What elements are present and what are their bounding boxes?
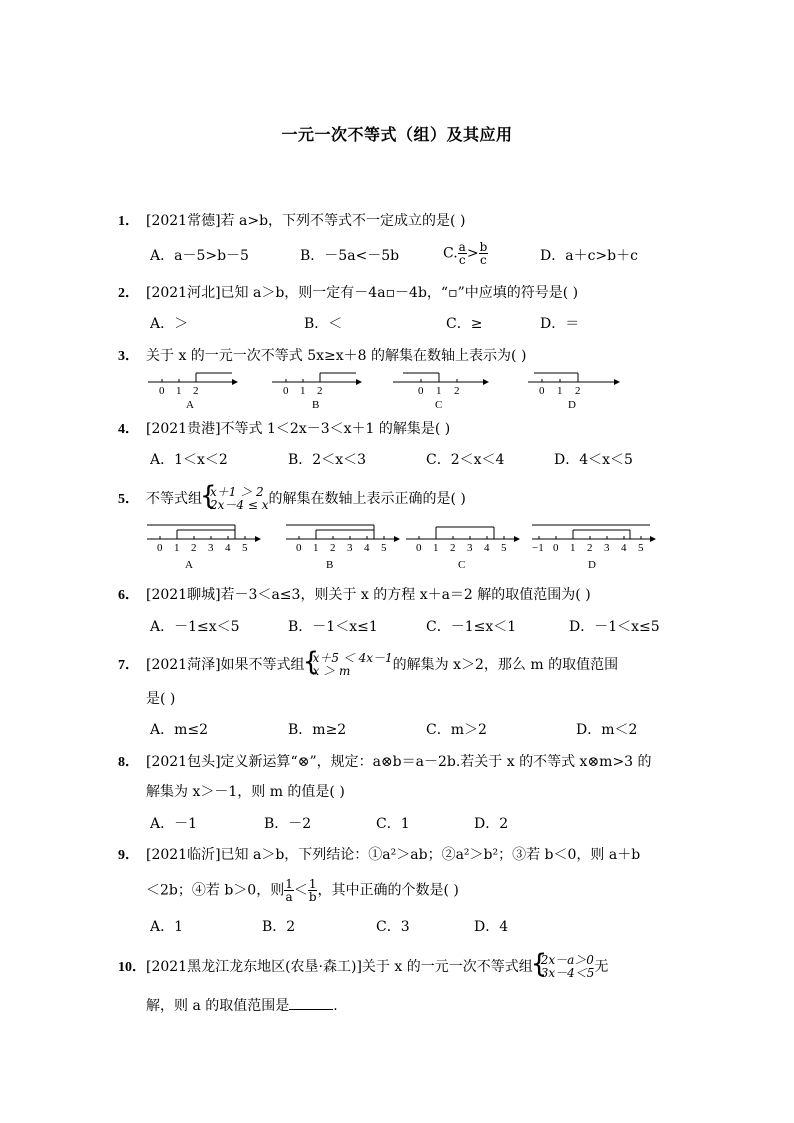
svg-text:0: 0 <box>416 542 422 554</box>
inequality-system: { x＋5 ＜ 4x－1 x ＞ m <box>305 652 393 678</box>
option-b: B．2＜x＜3 <box>288 452 366 468</box>
svg-text:4: 4 <box>364 542 370 554</box>
svg-text:5: 5 <box>381 542 387 554</box>
question-10: 10．[2021黑龙江龙东地区(农垦·森工)]关于 x 的一元一次不等式组 { 2x－a＞0 3x－4＜5 无 <box>118 954 608 980</box>
option-a: A．1＜x＜2 <box>150 452 228 468</box>
question-8-line2: 解集为 x＞－1，则 m 的值是( ) <box>146 784 345 800</box>
number-line-a <box>148 370 238 412</box>
inequality-system: { 2x－a＞0 3x－4＜5 <box>533 954 595 980</box>
option-d: D．－1＜x≤5 <box>569 619 660 635</box>
question-text: [2021贵港]不等式 1＜2x－3＜x＋1 的解集是( ) <box>146 421 451 437</box>
number-line-c <box>406 520 520 574</box>
svg-text:2: 2 <box>454 385 460 397</box>
svg-text:0: 0 <box>157 542 163 554</box>
option-a: A．＞ <box>150 316 189 332</box>
svg-text:2: 2 <box>587 542 593 554</box>
svg-text:0: 0 <box>283 385 289 397</box>
option-c: C. $\frac{a}{c}$ > $\frac{b}{c}$ <box>443 240 488 267</box>
option-d: D．＝ <box>540 316 580 332</box>
svg-text:D: D <box>568 399 576 411</box>
svg-text:2: 2 <box>330 542 336 554</box>
option-c: C．m＞2 <box>426 722 487 738</box>
svg-text:C: C <box>435 399 443 411</box>
option-a: A．－1≤x＜5 <box>150 619 240 635</box>
option-b: B．m≥2 <box>288 722 347 738</box>
svg-text:0: 0 <box>553 542 559 554</box>
option-b: B．－2 <box>264 816 312 832</box>
option-c: C．2＜x＜4 <box>426 452 505 468</box>
svg-text:1: 1 <box>300 385 306 397</box>
svg-text:1: 1 <box>313 542 319 554</box>
option-d: D．4 <box>474 919 509 935</box>
question-text: [2021常德]若 a>b，下列不等式不一定成立的是( ) <box>146 213 466 229</box>
svg-text:3: 3 <box>467 542 473 554</box>
number-line-b <box>272 370 362 412</box>
svg-text:2: 2 <box>191 542 197 554</box>
number-line-c <box>393 370 489 412</box>
question-text: 关于 x 的一元一次不等式 5x≥x＋8 的解集在数轴上表示为( ) <box>146 348 527 364</box>
inequality-system: { x＋1 ＞ 2 2x－4 ≤ x <box>202 486 269 512</box>
question-10-line2: 解，则 a 的取值范围是 . <box>146 998 338 1014</box>
question-text: [2021包头]定义新运算“⊗”，规定：a⊗b＝a－2b.若关于 x 的不等式 x⊗m>3 的 <box>146 754 652 770</box>
question-6: 6． [2021聊城]若－3＜a≤3，则关于 x 的方程 x＋a＝2 解的取值范围为( ) <box>118 587 591 603</box>
question-7-line2: 是( ) <box>146 691 176 707</box>
svg-text:3: 3 <box>604 542 610 554</box>
option-d: D．m＜2 <box>576 722 638 738</box>
question-1: 1． [2021常德]若 a>b，下列不等式不一定成立的是( ) <box>118 213 466 229</box>
number-line-b <box>286 520 400 574</box>
option-a: A．m≤2 <box>150 722 209 738</box>
option-c: C．－1≤x＜1 <box>426 619 517 635</box>
svg-text:2: 2 <box>193 385 199 397</box>
question-text: [2021河北]已知 a＞b，则一定有－4a▫－4b，“▫”中应填的符号是( ) <box>146 285 579 301</box>
svg-text:1: 1 <box>174 542 180 554</box>
option-d: D．2 <box>474 816 509 832</box>
svg-text:5: 5 <box>501 542 507 554</box>
svg-text:0: 0 <box>159 385 165 397</box>
question-2: 2． [2021河北]已知 a＞b，则一定有－4a▫－4b，“▫”中应填的符号是( ) <box>118 285 579 301</box>
option-d: D．a＋c>b＋c <box>540 248 638 264</box>
svg-text:1: 1 <box>570 542 576 554</box>
svg-text:2: 2 <box>450 542 456 554</box>
question-4: 4． [2021贵港]不等式 1＜2x－3＜x＋1 的解集是( ) <box>118 421 451 437</box>
svg-text:5: 5 <box>638 542 644 554</box>
svg-text:D: D <box>588 559 596 571</box>
svg-text:B: B <box>312 399 320 411</box>
svg-text:2: 2 <box>575 385 581 397</box>
svg-text:−1: −1 <box>532 542 544 554</box>
option-a: A．1 <box>150 919 184 935</box>
svg-text:3: 3 <box>347 542 353 554</box>
question-text: [2021聊城]若－3＜a≤3，则关于 x 的方程 x＋a＝2 解的取值范围为( ) <box>146 587 591 603</box>
svg-text:1: 1 <box>176 385 182 397</box>
svg-text:2: 2 <box>317 385 323 397</box>
option-b: B．－5a<－5b <box>300 248 400 264</box>
svg-text:5: 5 <box>242 542 248 554</box>
question-3: 3． 关于 x 的一元一次不等式 5x≥x＋8 的解集在数轴上表示为( ) <box>118 348 527 364</box>
svg-text:4: 4 <box>621 542 627 554</box>
option-c: C．≥ <box>446 316 483 332</box>
option-c: C．1 <box>376 816 410 832</box>
svg-text:4: 4 <box>225 542 231 554</box>
option-b: B．＜ <box>304 316 343 332</box>
svg-text:0: 0 <box>296 542 302 554</box>
svg-text:A: A <box>186 399 194 411</box>
number-line-a-graphic <box>148 370 238 412</box>
question-text: [2021临沂]已知 a＞b，下列结论：①a²＞ab；②a²＞b²；③若 b＜0，则 a＋b <box>146 847 641 863</box>
svg-text:1: 1 <box>436 385 442 397</box>
option-c: C．3 <box>376 919 410 935</box>
question-7: 7． [2021菏泽]如果不等式组 { x＋5 ＜ 4x－1 x ＞ m 的解集为 x＞2，那么 m 的取值范围 <box>118 652 618 678</box>
option-b: B．－1＜x≤1 <box>288 619 378 635</box>
option-d: D．4＜x＜5 <box>554 452 633 468</box>
page-title: 一元一次不等式（组）及其应用 <box>281 125 513 144</box>
number-line-d <box>528 370 620 412</box>
svg-text:0: 0 <box>539 385 545 397</box>
svg-text:1: 1 <box>557 385 563 397</box>
question-8: 8． [2021包头]定义新运算“⊗”，规定：a⊗b＝a－2b.若关于 x 的不等式 x⊗m>3 的 <box>118 754 652 770</box>
svg-text:B: B <box>326 559 334 571</box>
option-a: A．－1 <box>150 816 198 832</box>
svg-text:C: C <box>458 559 466 571</box>
svg-text:0: 0 <box>418 385 424 397</box>
number-line-d <box>532 520 656 574</box>
question-9-line2: ＜2b；④若 b＞0，则 $\frac{1}{a}$ ＜ $\frac{1}{b}$ ，其中正确的个数是( ) <box>146 877 459 904</box>
svg-text:3: 3 <box>208 542 214 554</box>
svg-text:1: 1 <box>433 542 439 554</box>
question-9: 9． [2021临沂]已知 a＞b，下列结论：①a²＞ab；②a²＞b²；③若 b＜0，则 a＋b <box>118 847 641 863</box>
question-5: 5． 不等式组 { x＋1 ＞ 2 2x－4 ≤ x 的解集在数轴上表示正确的是( ) <box>118 486 466 512</box>
option-b: B．2 <box>262 919 296 935</box>
number-line-a <box>147 520 261 574</box>
answer-blank[interactable] <box>289 996 333 1010</box>
svg-text:A: A <box>185 559 193 571</box>
option-a: A．a－5>b－5 <box>150 248 249 264</box>
svg-text:4: 4 <box>484 542 490 554</box>
